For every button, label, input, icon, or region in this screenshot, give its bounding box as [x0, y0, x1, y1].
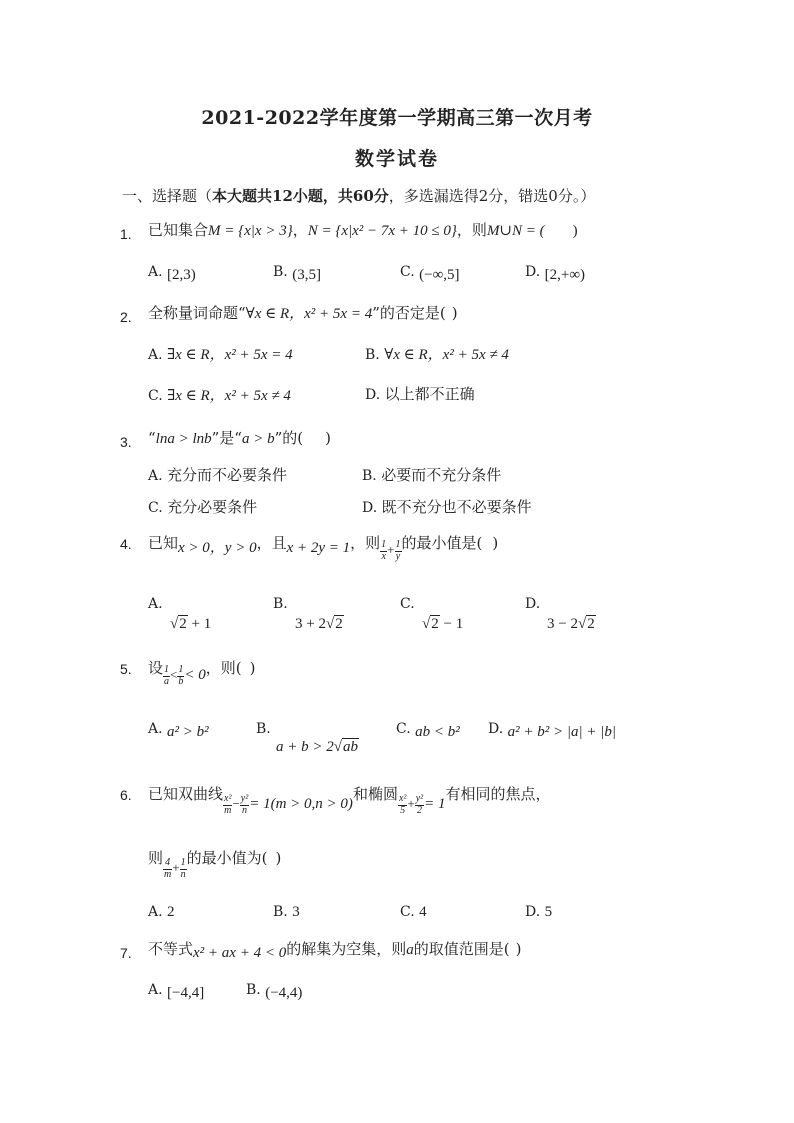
- q3-stem: “lna > lnb”是“a > b”的( ): [148, 429, 331, 447]
- q4-option-b[interactable]: B. 3 + 2√2: [273, 596, 343, 632]
- q7-option-b[interactable]: B. (−4,4): [246, 982, 303, 1001]
- q4-number: 4.: [120, 536, 132, 552]
- q1-option-c[interactable]: C. (−∞,5]: [400, 264, 460, 283]
- q2-option-b[interactable]: B. ∀x ∈ R，x² + 5x ≠ 4: [365, 347, 509, 363]
- q3-option-a[interactable]: A. 充分而不必要条件: [148, 466, 288, 484]
- q5-option-a[interactable]: A. a² > b²: [148, 721, 209, 740]
- q1-number: 1.: [120, 226, 132, 242]
- q5-stem: 设 $\frac{1}{a}$ < $\frac{1}{b}$ < 0，则( ): [148, 659, 256, 687]
- section-heading: 一、选择题（本大题共12小题，共60分，多选漏选得2分，错选0分。）: [122, 187, 596, 205]
- exam-title: 2021-2022学年度第一学期高三第一次月考: [201, 107, 593, 129]
- q6-stem-line2: 则 $\frac{4}{m}$ + $\frac{1}{n}$ 的最小值为( ): [148, 849, 282, 880]
- q6-option-d[interactable]: D. 5: [525, 904, 553, 920]
- q1-option-b[interactable]: B. (3,5]: [273, 264, 321, 283]
- q4-option-d[interactable]: D. 3 − 2√2: [525, 596, 595, 632]
- q2-option-d[interactable]: D. 以上都不正确: [365, 385, 475, 403]
- q7-option-a[interactable]: A. [−4,4]: [148, 982, 205, 1001]
- q5-option-c[interactable]: C. ab < b²: [396, 721, 460, 740]
- q6-stem-line1: 已知双曲线 $\frac{\text{x²}}{m}$ − $\frac{\text{y²}}{n}$ = 1(m > 0,n > 0)和椭圆 $\frac{\text{x²}}{5}$ + $\frac{\text{y²}}{2}$ = 1有相同的焦点，: [148, 785, 551, 816]
- q3-option-c[interactable]: C. 充分必要条件: [148, 498, 258, 516]
- q3-number: 3.: [120, 434, 132, 450]
- q6-option-a[interactable]: A. 2: [148, 904, 175, 920]
- q7-number: 7.: [120, 945, 132, 961]
- q2-number: 2.: [120, 309, 132, 325]
- q6-number: 6.: [120, 787, 132, 803]
- q5-number: 5.: [120, 661, 132, 677]
- q7-stem: 不等式x² + ax + 4 < 0的解集为空集，则a的取值范围是( ): [148, 940, 522, 961]
- q5-option-b[interactable]: B. a + b > 2√ab: [256, 721, 358, 755]
- q2-option-c[interactable]: C. ∃x ∈ R，x² + 5x ≠ 4: [148, 388, 291, 404]
- q4-stem: 已知x > 0，y > 0，且x + 2y = 1，则 $\frac{1}{x}$ + $\frac{1}{y}$ 的最小值是( ): [148, 534, 499, 562]
- q4-option-c[interactable]: C. √2 − 1: [400, 596, 464, 632]
- q1-option-d[interactable]: D. [2,+∞): [525, 264, 586, 283]
- q3-option-d[interactable]: D. 既不充分也不必要条件: [362, 498, 532, 516]
- exam-subtitle: 数学试卷: [354, 148, 439, 170]
- q6-option-c[interactable]: C. 4: [400, 904, 427, 920]
- q1-stem: 已知集合M = {x|x > 3}，N = {x|x² − 7x + 10 ≤ 0}，则M∪N = ( ): [148, 221, 578, 239]
- q3-option-b[interactable]: B. 必要而不充分条件: [362, 466, 502, 484]
- q2-option-a[interactable]: A. ∃x ∈ R，x² + 5x = 4: [148, 347, 293, 363]
- q5-option-d[interactable]: D. a² + b² > |a| + |b|: [488, 721, 616, 740]
- q4-option-a[interactable]: A. √2 + 1: [148, 596, 212, 632]
- q6-option-b[interactable]: B. 3: [273, 904, 300, 920]
- q2-stem: 全称量词命题“∀x ∈ R，x² + 5x = 4”的否定是( ): [148, 304, 458, 322]
- q1-option-a[interactable]: A. [2,3): [148, 264, 196, 283]
